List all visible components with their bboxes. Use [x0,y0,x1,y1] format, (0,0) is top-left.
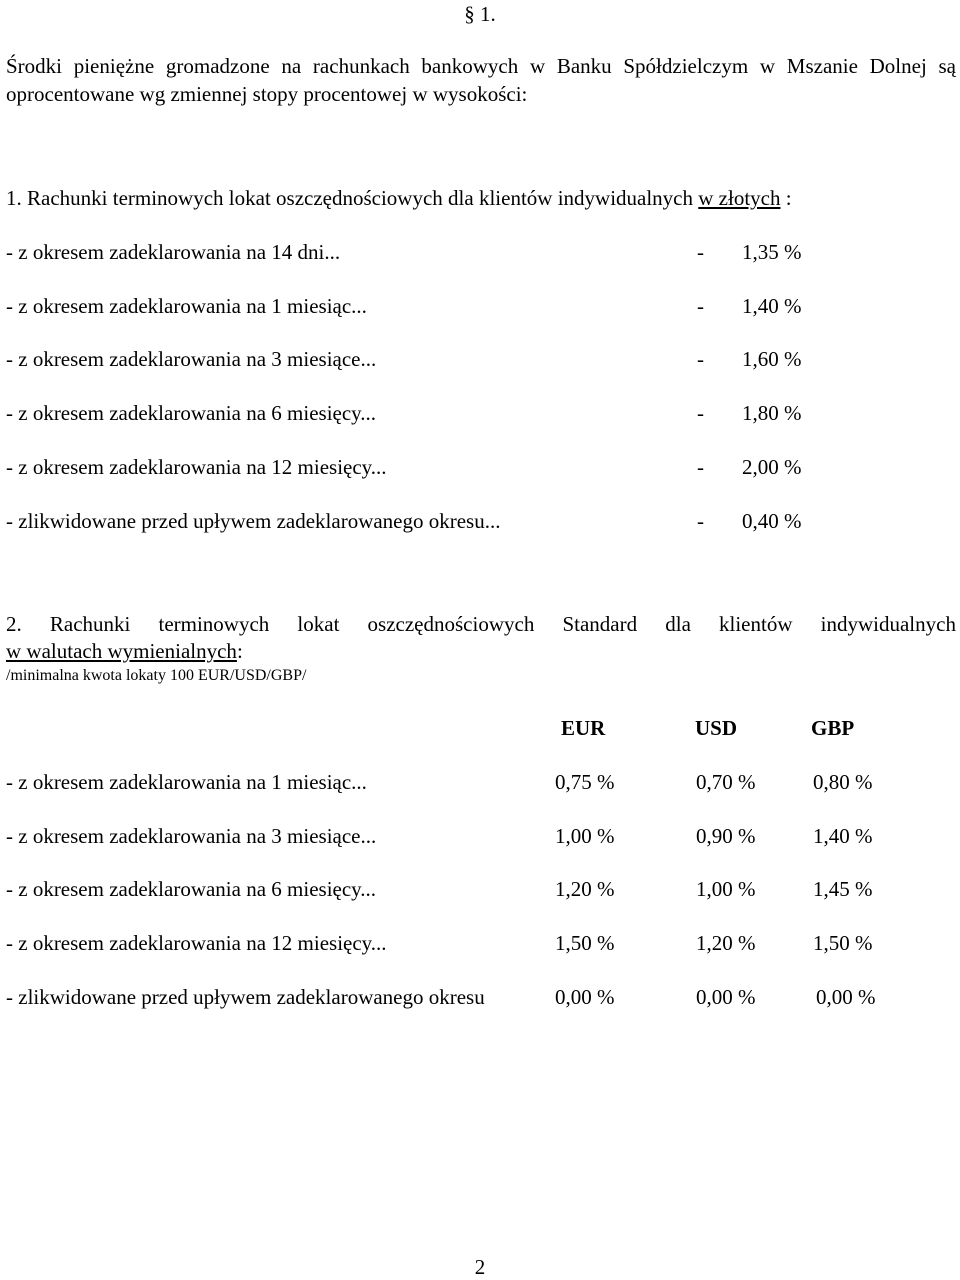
rate-value: 1,60 % [742,347,802,371]
gbp-rate: 1,40 % [813,824,873,848]
usd-rate: 0,00 % [696,985,756,1009]
gbp-rate: 0,80 % [813,770,873,794]
rate-label: - z okresem zadeklarowania na 14 dni... [6,240,341,264]
rate-label: - z okresem zadeklarowania na 3 miesiące... [6,824,377,848]
section2-title-word: indywidualnych [820,612,956,636]
usd-rate: 0,90 % [696,824,756,848]
rate-dash: - [697,509,704,533]
gbp-rate: 1,45 % [813,877,873,901]
rate-label: - z okresem zadeklarowania na 6 miesięcy... [6,877,377,901]
intro-paragraph: Środki pieniężne gromadzone na rachunkach bankowych w Banku Spółdzielczym w Mszanie Dolnej są oprocentowane wg zmiennej stopy procentowej w wysokości: [6,54,956,106]
rate-label: - z okresem zadeklarowania na 1 miesiąc... [6,294,367,318]
gbp-rate: 0,00 % [816,985,876,1009]
eur-rate: 1,20 % [555,877,615,901]
section2-title-word: klientów [719,612,793,636]
column-header-usd: USD [695,716,738,740]
eur-rate: 1,00 % [555,824,615,848]
section2-title [6,612,956,637]
rate-value: 1,35 % [742,240,802,264]
eur-rate: 1,50 % [555,931,615,955]
rate-label: - z okresem zadeklarowania na 12 miesięcy... [6,455,387,479]
rate-dash: - [697,347,704,371]
page-number: 2 [474,1255,486,1279]
section2-title-word: oszczędnościowych [367,612,535,636]
rate-label: - z okresem zadeklarowania na 3 miesiące... [6,347,377,371]
usd-rate: 0,70 % [696,770,756,794]
section2-title-word: terminowych [158,612,270,636]
section2-title-suffix: : [236,639,243,663]
section2-title-line2 [6,639,243,664]
section2-title-word: Standard [562,612,638,636]
column-header-eur: EUR [561,716,606,740]
rate-value: 1,40 % [742,294,802,318]
rate-value: 2,00 % [742,455,802,479]
section1-title-suffix: : [780,186,792,210]
rate-label: - z okresem zadeklarowania na 1 miesiąc... [6,770,367,794]
rate-label: - zlikwidowane przed upływem zadeklarowanego okresu [6,985,485,1009]
rate-label: - z okresem zadeklarowania na 6 miesięcy... [6,401,377,425]
section2-title-word: Rachunki [49,612,131,636]
section1-title-text: 1. Rachunki terminowych lokat oszczędnościowych dla klientów indywidualnych [6,186,699,210]
rate-dash: - [697,455,704,479]
column-header-gbp: GBP [811,716,855,740]
rate-dash: - [697,401,704,425]
section2-title-word: 2. [6,612,22,636]
gbp-rate: 1,50 % [813,931,873,955]
minimum-amount-note: /minimalna kwota lokaty 100 EUR/USD/GBP/ [6,667,307,684]
eur-rate: 0,00 % [555,985,615,1009]
rate-value: 1,80 % [742,401,802,425]
rate-label: - z okresem zadeklarowania na 12 miesięcy... [6,931,387,955]
section1-title [6,186,792,211]
rate-value: 0,40 % [742,509,802,533]
section2-title-underlined: w walutach wymienialnych [6,639,237,663]
usd-rate: 1,00 % [696,877,756,901]
rate-label: - zlikwidowane przed upływem zadeklarowanego okresu... [6,509,501,533]
section1-title-underlined: w złotych [698,186,781,210]
section2-title-word: lokat [297,612,340,636]
usd-rate: 1,20 % [696,931,756,955]
section-heading: § 1. [464,2,496,26]
section2-title-word: dla [665,612,691,636]
eur-rate: 0,75 % [555,770,615,794]
rate-dash: - [697,294,704,318]
rate-dash: - [697,240,704,264]
